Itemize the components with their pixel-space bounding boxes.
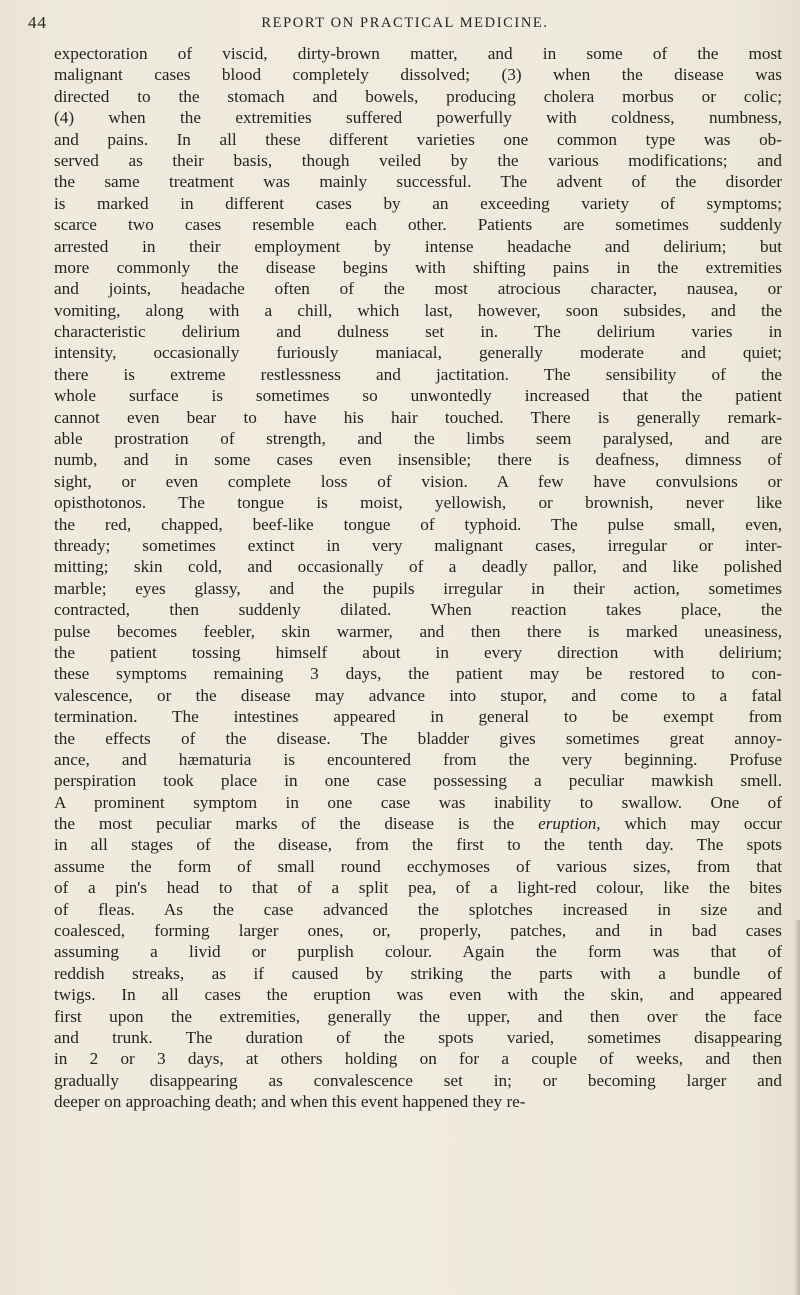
text-line: directed to the stomach and bowels, producing cholera morbus or colic; xyxy=(54,86,782,106)
text-line: whole surface is sometimes so unwontedly increased that the patient xyxy=(54,386,782,406)
text-line-with-italic xyxy=(54,813,782,834)
text-line: assume the form of small round ecchymoses of various sizes, from that xyxy=(54,856,782,876)
text-line: and trunk. The duration of the spots varied, sometimes disappearing xyxy=(54,1027,782,1047)
text-line: gradually disappearing as convalescence set in; or becoming larger and xyxy=(54,1070,782,1090)
text-line: served as their basis, though veiled by the various modifications; and xyxy=(54,150,782,170)
text-line: first upon the extremities, generally the upper, and then over the face xyxy=(54,1006,782,1026)
text-line: these symptoms remaining 3 days, the patient may be restored to con- xyxy=(54,664,782,684)
text-line: assuming a livid or purplish colour. Again the form was that of xyxy=(54,942,782,962)
text-line: expectoration of viscid, dirty-brown matter, and in some of the most xyxy=(54,44,782,63)
text-line: vomiting, along with a chill, which last, however, soon subsides, and the xyxy=(54,300,782,320)
text-line: and joints, headache often of the most atrocious character, nausea, or xyxy=(54,279,782,299)
text-line: in all stages of the disease, from the first to the tenth day. The spots xyxy=(54,835,782,855)
text-line: of a pin's head to that of a split pea, of a light-red colour, like the bites xyxy=(54,878,782,898)
text-line: and pains. In all these different varieties one common type was ob- xyxy=(54,129,782,149)
text-line: A prominent symptom in one case was inability to swallow. One of xyxy=(54,792,782,812)
text-line: thready; sometimes extinct in very malignant cases, irregular or inter- xyxy=(54,535,782,555)
text-line: malignant cases blood completely dissolved; (3) when the disease was xyxy=(54,65,782,85)
text-line: coalesced, forming larger ones, or, properly, patches, and in bad cases xyxy=(54,921,782,941)
text-line: termination. The intestines appeared in general to be exempt from xyxy=(54,707,782,727)
text-line: characteristic delirium and dulness set in. The delirium varies in xyxy=(54,322,782,342)
text-segment: which may occur xyxy=(600,814,782,834)
text-line: more commonly the disease begins with shifting pains in the extremities xyxy=(54,257,782,277)
body-text xyxy=(54,43,782,1113)
text-line: arrested in their employment by intense headache and delirium; but xyxy=(54,236,782,256)
text-line: there is extreme restlessness and jactitation. The sensibility of the xyxy=(54,364,782,384)
text-line: of fleas. As the case advanced the splotches increased in size and xyxy=(54,899,782,919)
text-line: twigs. In all cases the eruption was even with the skin, and appeared xyxy=(54,985,782,1005)
text-line: in 2 or 3 days, at others holding on for a couple of weeks, and then xyxy=(54,1049,782,1069)
text-line: (4) when the extremities suffered powerfully with coldness, numbness, xyxy=(54,108,782,128)
running-head: REPORT ON PRACTICAL MEDICINE. xyxy=(261,15,549,31)
text-line: numb, and in some cases even insensible; there is deafness, dimness of xyxy=(54,450,782,470)
text-line: deeper on approaching death; and when this event happened they re- xyxy=(54,1092,526,1112)
text-line: pulse becomes feebler, skin warmer, and then there is marked uneasiness, xyxy=(54,621,782,641)
text-line: contracted, then suddenly dilated. When reaction takes place, the xyxy=(54,600,782,620)
text-line: the patient tossing himself about in every direction with delirium; xyxy=(54,642,782,662)
page-edge-shadow xyxy=(794,920,800,1295)
text-line: the same treatment was mainly successful. The advent of the disorder xyxy=(54,172,782,192)
text-line: the effects of the disease. The bladder gives sometimes great annoy- xyxy=(54,728,782,748)
text-line: ance, and hæmaturia is encountered from the very beginning. Profuse xyxy=(54,749,782,769)
text-line: opisthotonos. The tongue is moist, yellowish, or brownish, never like xyxy=(54,493,782,513)
text-line: is marked in different cases by an exceeding variety of symptoms; xyxy=(54,193,782,213)
text-line: scarce two cases resemble each other. Patients are sometimes suddenly xyxy=(54,215,782,235)
text-line: reddish streaks, as if caused by striking the parts with a bundle of xyxy=(54,963,782,983)
italic-term: eruption, xyxy=(538,814,601,834)
text-line: marble; eyes glassy, and the pupils irregular in their action, sometimes xyxy=(54,578,782,598)
text-line: sight, or even complete loss of vision. A few have convulsions or xyxy=(54,471,782,491)
text-line: intensity, occasionally furiously maniacal, generally moderate and quiet; xyxy=(54,343,782,363)
text-line: perspiration took place in one case possessing a peculiar mawkish smell. xyxy=(54,771,782,791)
text-line: mitting; skin cold, and occasionally of a deadly pallor, and like polished xyxy=(54,557,782,577)
text-line: cannot even bear to have his hair touched. There is generally remark- xyxy=(54,407,782,427)
text-line: the red, chapped, beef-like tongue of typhoid. The pulse small, even, xyxy=(54,514,782,534)
text-line: valescence, or the disease may advance into stupor, and come to a fatal xyxy=(54,685,782,705)
page-number: 44 xyxy=(28,13,47,32)
text-segment: the most peculiar marks of the disease is the xyxy=(54,814,539,834)
text-line: able prostration of strength, and the limbs seem paralysed, and are xyxy=(54,429,782,449)
